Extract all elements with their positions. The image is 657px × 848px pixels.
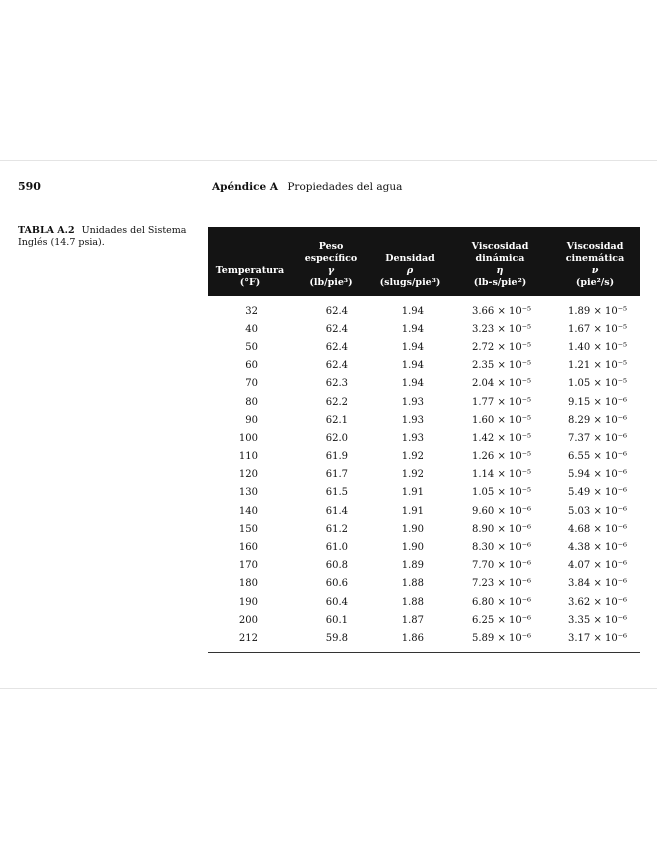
header-line: cinemática [565, 253, 625, 264]
cell-specific-weight: 62.4 [325, 341, 348, 353]
cell-temperature: 200 [238, 614, 258, 626]
cell-dynamic-viscosity: 6.80 × 10⁻⁶ [472, 596, 532, 608]
cell-dynamic-viscosity: 1.26 × 10⁻⁵ [472, 451, 532, 463]
cell-kinematic-viscosity: 4.07 × 10⁻⁶ [568, 560, 628, 572]
cell-dynamic-viscosity: 8.90 × 10⁻⁶ [472, 523, 532, 535]
cell-temperature: 110 [238, 451, 258, 463]
cell-temperature: 170 [238, 560, 258, 572]
cell-temperature: 40 [245, 323, 258, 335]
header-symbol: ρ [406, 265, 414, 276]
cell-dynamic-viscosity: 2.35 × 10⁻⁵ [472, 360, 532, 372]
cell-kinematic-viscosity: 5.49 × 10⁻⁶ [568, 487, 628, 499]
cell-temperature: 130 [238, 487, 258, 499]
cell-dynamic-viscosity: 8.30 × 10⁻⁶ [472, 542, 532, 554]
table-row [208, 593, 640, 611]
table-row [208, 611, 640, 629]
header-dynamic-viscosity [450, 227, 550, 296]
table-bottom-rule [208, 652, 640, 653]
cell-density: 1.93 [401, 396, 424, 408]
table-row [208, 520, 640, 538]
cell-temperature: 60 [245, 360, 258, 372]
cell-specific-weight: 61.5 [325, 487, 348, 499]
cell-specific-weight: 60.6 [325, 578, 348, 590]
header-specific-weight [292, 227, 370, 296]
cell-specific-weight: 62.4 [325, 360, 348, 372]
cell-dynamic-viscosity: 1.14 × 10⁻⁵ [472, 469, 532, 481]
table-row [208, 357, 640, 375]
cell-density: 1.87 [401, 614, 424, 626]
cell-kinematic-viscosity: 4.38 × 10⁻⁶ [568, 542, 628, 554]
header-symbol: η [496, 265, 504, 276]
cell-specific-weight: 62.3 [325, 378, 348, 390]
header-unit: (slugs/pie³) [379, 277, 441, 288]
header-temperature [208, 227, 292, 296]
cell-dynamic-viscosity: 6.25 × 10⁻⁶ [472, 614, 532, 626]
cell-density: 1.94 [401, 378, 424, 390]
cell-density: 1.92 [401, 469, 424, 481]
cell-kinematic-viscosity: 1.40 × 10⁻⁵ [568, 341, 628, 353]
cell-density: 1.88 [401, 596, 424, 608]
cell-dynamic-viscosity: 3.66 × 10⁻⁵ [472, 305, 532, 317]
table-row [208, 448, 640, 466]
header-line: dinámica [475, 253, 525, 264]
header-symbol: γ [327, 265, 335, 276]
cell-dynamic-viscosity: 7.70 × 10⁻⁶ [472, 560, 532, 572]
cell-density: 1.91 [401, 487, 424, 499]
cell-specific-weight: 61.4 [325, 505, 348, 517]
cell-specific-weight: 62.1 [325, 414, 348, 426]
cell-kinematic-viscosity: 1.05 × 10⁻⁵ [568, 378, 628, 390]
cell-density: 1.92 [401, 451, 424, 463]
cell-temperature: 160 [238, 542, 258, 554]
cell-specific-weight: 62.0 [325, 432, 348, 444]
header-unit: (lb/pie³) [309, 277, 353, 288]
header-line: Densidad [385, 253, 435, 264]
cell-kinematic-viscosity: 3.62 × 10⁻⁶ [568, 596, 628, 608]
cell-specific-weight: 60.8 [325, 560, 348, 572]
table-row [208, 502, 640, 520]
header-line: Peso [318, 241, 344, 252]
running-head-label: Apéndice A [212, 181, 279, 193]
cell-kinematic-viscosity: 7.37 × 10⁻⁶ [568, 432, 628, 444]
table-row [208, 575, 640, 593]
header-density [370, 227, 450, 296]
table-row [208, 296, 640, 320]
table-row [208, 411, 640, 429]
cell-specific-weight: 61.0 [325, 542, 348, 554]
cell-density: 1.86 [401, 632, 424, 644]
cell-density: 1.94 [401, 323, 424, 335]
cell-specific-weight: 61.9 [325, 451, 348, 463]
cell-specific-weight: 62.2 [325, 396, 348, 408]
table-header-row [208, 227, 640, 296]
cell-kinematic-viscosity: 5.94 × 10⁻⁶ [568, 469, 628, 481]
table-row [208, 557, 640, 575]
cell-specific-weight: 61.2 [325, 523, 348, 535]
cell-density: 1.94 [401, 360, 424, 372]
cell-temperature: 190 [238, 596, 258, 608]
cell-density: 1.93 [401, 414, 424, 426]
table-row [208, 484, 640, 502]
cell-dynamic-viscosity: 1.05 × 10⁻⁵ [472, 487, 532, 499]
water-properties-table [208, 227, 640, 648]
cell-kinematic-viscosity: 3.84 × 10⁻⁶ [568, 578, 628, 590]
table-row [208, 375, 640, 393]
cell-dynamic-viscosity: 3.23 × 10⁻⁵ [472, 323, 532, 335]
cell-dynamic-viscosity: 1.60 × 10⁻⁵ [472, 414, 532, 426]
cell-temperature: 70 [245, 378, 258, 390]
table-row [208, 538, 640, 556]
caption-label: TABLA A.2 [18, 225, 75, 236]
caption-text: Unidades del Sistema Inglés (14.7 psia). [18, 225, 187, 248]
cell-temperature: 140 [238, 505, 258, 517]
cell-density: 1.90 [401, 523, 424, 535]
cell-specific-weight: 59.8 [325, 632, 348, 644]
cell-dynamic-viscosity: 2.04 × 10⁻⁵ [472, 378, 532, 390]
header-line: Viscosidad [471, 241, 529, 252]
cell-dynamic-viscosity: 5.89 × 10⁻⁶ [472, 632, 532, 644]
cell-density: 1.94 [401, 341, 424, 353]
cell-specific-weight: 60.4 [325, 596, 348, 608]
cell-kinematic-viscosity: 5.03 × 10⁻⁶ [568, 505, 628, 517]
water-properties-table-container [208, 227, 640, 653]
table-row [208, 320, 640, 338]
table-row [208, 466, 640, 484]
page-number: 590 [18, 180, 41, 193]
cell-specific-weight: 60.1 [325, 614, 348, 626]
cell-dynamic-viscosity: 1.77 × 10⁻⁵ [472, 396, 532, 408]
cell-kinematic-viscosity: 3.17 × 10⁻⁶ [568, 632, 628, 644]
cell-density: 1.93 [401, 432, 424, 444]
header-line: específico [304, 253, 358, 264]
header-unit: (pie²/s) [575, 277, 615, 288]
table-row [208, 393, 640, 411]
header-symbol: ν [591, 265, 599, 276]
cell-temperature: 150 [238, 523, 258, 535]
cell-temperature: 80 [245, 396, 258, 408]
cell-kinematic-viscosity: 8.29 × 10⁻⁶ [568, 414, 628, 426]
cell-density: 1.90 [401, 542, 424, 554]
cell-kinematic-viscosity: 1.89 × 10⁻⁵ [568, 305, 628, 317]
table-caption [18, 225, 194, 249]
table-body [208, 296, 640, 648]
cell-dynamic-viscosity: 2.72 × 10⁻⁵ [472, 341, 532, 353]
cell-temperature: 90 [245, 414, 258, 426]
header-line: Viscosidad [566, 241, 624, 252]
cell-kinematic-viscosity: 9.15 × 10⁻⁶ [568, 396, 628, 408]
cell-specific-weight: 62.4 [325, 323, 348, 335]
cell-kinematic-viscosity: 6.55 × 10⁻⁶ [568, 451, 628, 463]
cell-kinematic-viscosity: 1.67 × 10⁻⁵ [568, 323, 628, 335]
cell-density: 1.89 [401, 560, 424, 572]
running-head-text: Propiedades del agua [287, 181, 403, 193]
table-row [208, 429, 640, 447]
header-unit: (lb-s/pie²) [473, 277, 527, 288]
header-line: Temperatura [215, 265, 285, 276]
cell-temperature: 180 [238, 578, 258, 590]
cell-dynamic-viscosity: 1.42 × 10⁻⁵ [472, 432, 532, 444]
cell-dynamic-viscosity: 9.60 × 10⁻⁶ [472, 505, 532, 517]
running-head [212, 181, 402, 193]
cell-density: 1.91 [401, 505, 424, 517]
header-unit: (°F) [239, 277, 261, 288]
cell-density: 1.88 [401, 578, 424, 590]
cell-kinematic-viscosity: 1.21 × 10⁻⁵ [568, 360, 628, 372]
cell-temperature: 50 [245, 341, 258, 353]
cell-density: 1.94 [401, 305, 424, 317]
table-row [208, 629, 640, 647]
cell-temperature: 32 [245, 305, 258, 317]
cell-specific-weight: 61.7 [325, 469, 348, 481]
cell-temperature: 100 [238, 432, 258, 444]
table-header [208, 227, 640, 296]
cell-temperature: 212 [238, 632, 258, 644]
cell-kinematic-viscosity: 4.68 × 10⁻⁶ [568, 523, 628, 535]
header-kinematic-viscosity [550, 227, 640, 296]
cell-dynamic-viscosity: 7.23 × 10⁻⁶ [472, 578, 532, 590]
table-row [208, 338, 640, 356]
cell-specific-weight: 62.4 [325, 305, 348, 317]
cell-temperature: 120 [238, 469, 258, 481]
cell-kinematic-viscosity: 3.35 × 10⁻⁶ [568, 614, 628, 626]
